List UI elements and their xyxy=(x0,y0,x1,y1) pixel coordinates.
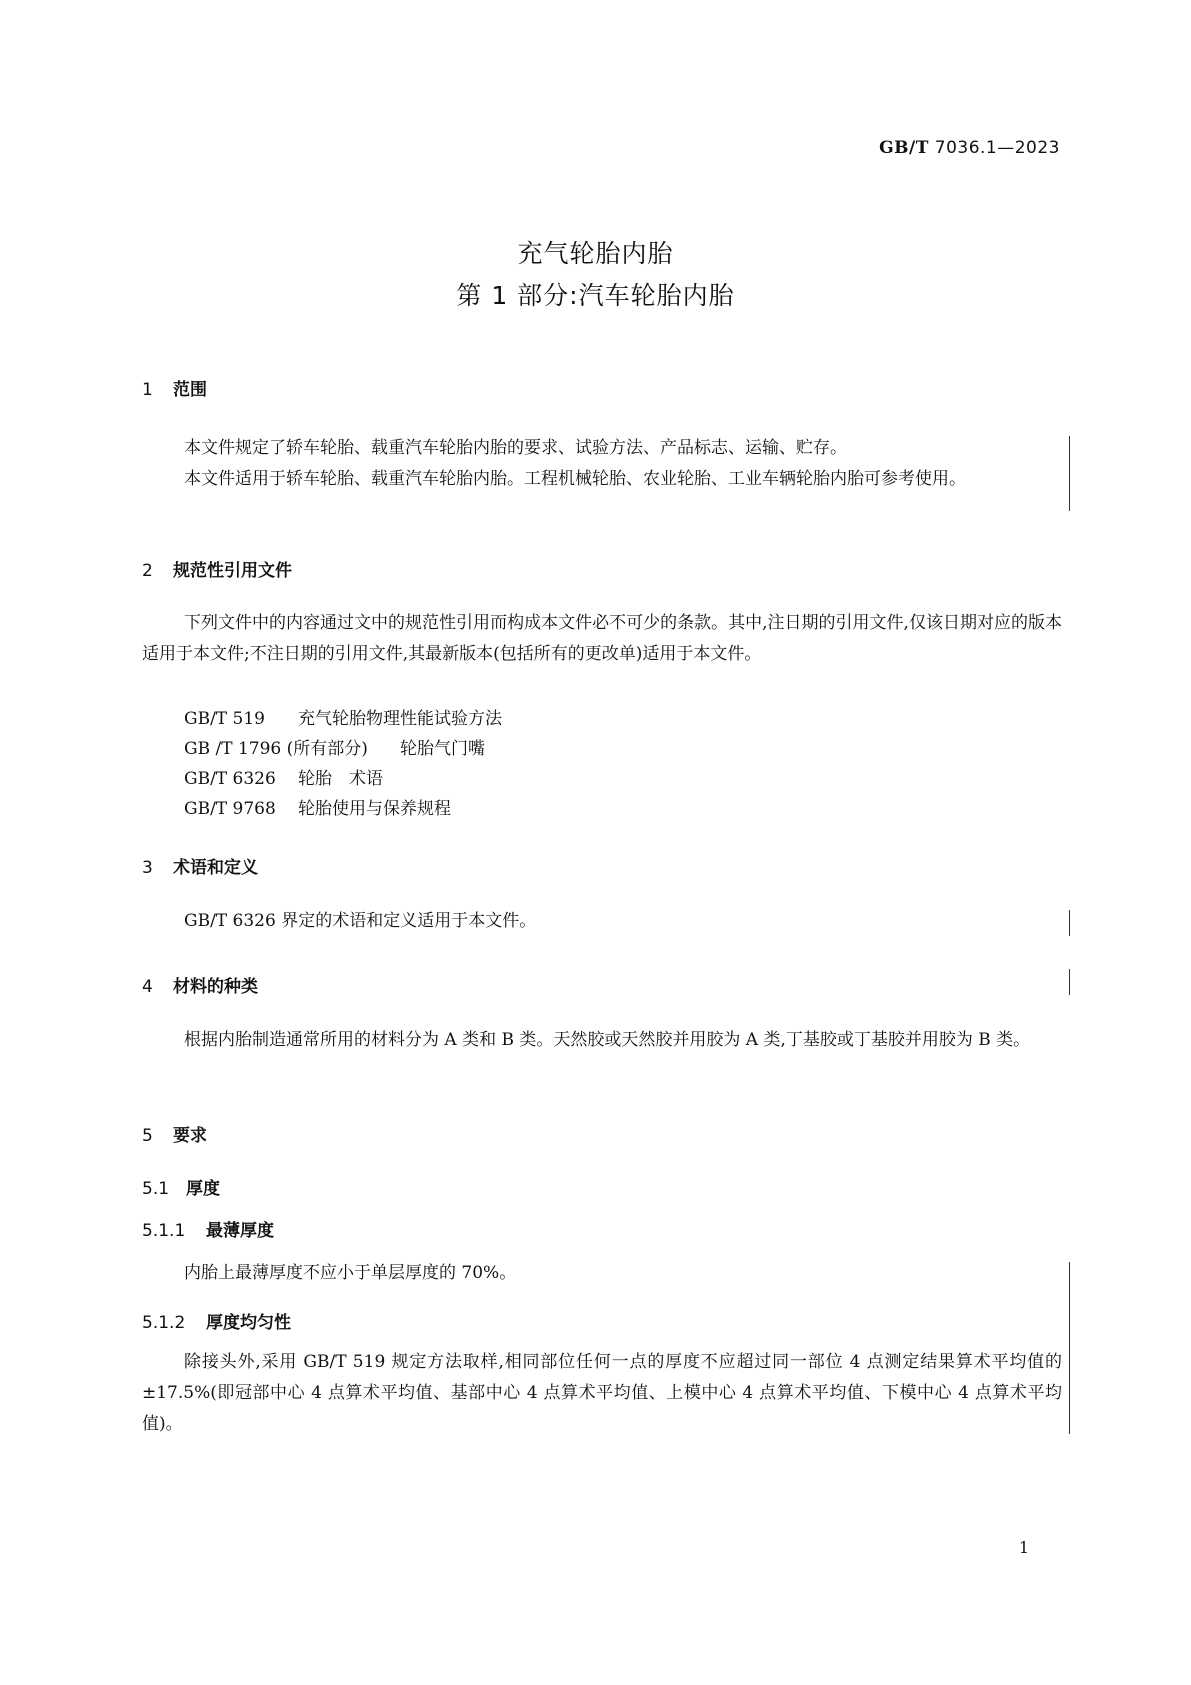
paragraph: 下列文件中的内容通过文中的规范性引用而构成本文件必不可少的条款。其中,注日期的引用文件,仅该日期对应的版本适用于本文件;不注日期的引用文件,其最新版本(包括所有的更改单)适用于本文件。 xyxy=(142,613,1062,664)
section-number: 5.1 xyxy=(142,1179,170,1199)
section-number: 5.1.2 xyxy=(142,1313,186,1333)
standard-prefix: GB/T xyxy=(879,138,929,158)
section-5-1-heading xyxy=(142,1174,220,1199)
section-2-body xyxy=(142,608,1062,670)
section-3-heading xyxy=(142,853,258,878)
reference-code: GB/T 9768 xyxy=(184,799,276,819)
section-title: 厚度均匀性 xyxy=(206,1313,291,1333)
section-1-heading xyxy=(142,375,207,400)
document-title-line1: 充气轮胎内胎 xyxy=(517,239,674,268)
section-5-1-1-body xyxy=(142,1258,1062,1289)
section-number: 5.1.1 xyxy=(142,1221,186,1241)
section-2-heading xyxy=(142,556,292,581)
paragraph: 内胎上最薄厚度不应小于单层厚度的 70%。 xyxy=(184,1263,517,1283)
paragraph: 本文件规定了轿车轮胎、载重汽车轮胎内胎的要求、试验方法、产品标志、运输、贮存。 xyxy=(184,438,847,458)
standard-code: 7036.1—2023 xyxy=(934,138,1060,158)
section-3-body xyxy=(142,906,1062,937)
paragraph: 除接头外,采用 GB/T 519 规定方法取样,相同部位任何一点的厚度不应超过同一部位 4 点测定结果算术平均值的±17.5%(即冠部中心 4 点算术平均值、基部中心 4 点算术平均值、上模中心 4 点算术平均值、下模中心 4 点算术平均值)。 xyxy=(142,1352,1062,1434)
reference-item xyxy=(184,794,451,819)
reference-code: GB/T 6326 xyxy=(184,769,276,789)
paragraph: GB/T 6326 界定的术语和定义适用于本文件。 xyxy=(184,911,537,931)
section-number: 2 xyxy=(142,561,153,581)
section-title: 要求 xyxy=(173,1126,207,1146)
section-5-heading xyxy=(142,1121,207,1146)
section-title: 术语和定义 xyxy=(173,858,258,878)
section-5-1-2-body xyxy=(142,1347,1062,1440)
section-1-body xyxy=(142,433,1062,495)
page-number: 1 xyxy=(1018,1538,1029,1557)
section-4-body xyxy=(142,1025,1062,1056)
reference-code: GB /T 1796 (所有部分) xyxy=(184,739,368,759)
reference-title: 轮胎使用与保养规程 xyxy=(298,799,451,819)
section-number: 5 xyxy=(142,1126,153,1146)
section-number: 3 xyxy=(142,858,153,878)
section-title: 最薄厚度 xyxy=(206,1221,274,1241)
document-title-line2: 第 1 部分:汽车轮胎内胎 xyxy=(456,281,735,310)
section-title: 材料的种类 xyxy=(173,977,258,997)
change-bar xyxy=(1069,1262,1070,1434)
change-bar xyxy=(1069,969,1070,995)
standard-number xyxy=(879,138,1060,158)
change-bar xyxy=(1069,910,1070,936)
paragraph: 根据内胎制造通常所用的材料分为 A 类和 B 类。天然胶或天然胶并用胶为 A 类,丁基胶或丁基胶并用胶为 B 类。 xyxy=(184,1030,1031,1050)
reference-title: 轮胎 术语 xyxy=(298,769,383,789)
section-number: 4 xyxy=(142,977,153,997)
reference-item xyxy=(184,704,502,729)
section-5-1-1-heading xyxy=(142,1216,274,1241)
section-5-1-2-heading xyxy=(142,1308,291,1333)
reference-item xyxy=(184,734,485,759)
section-title: 范围 xyxy=(173,380,207,400)
change-bar xyxy=(1069,436,1070,511)
section-title: 规范性引用文件 xyxy=(173,561,292,581)
reference-item xyxy=(184,764,383,789)
reference-title: 轮胎气门嘴 xyxy=(400,739,485,759)
section-title: 厚度 xyxy=(186,1179,220,1199)
section-4-heading xyxy=(142,972,258,997)
paragraph: 本文件适用于轿车轮胎、载重汽车轮胎内胎。工程机械轮胎、农业轮胎、工业车辆轮胎内胎可参考使用。 xyxy=(184,469,966,489)
reference-code: GB/T 519 xyxy=(184,709,265,729)
reference-title: 充气轮胎物理性能试验方法 xyxy=(298,709,502,729)
section-number: 1 xyxy=(142,380,153,400)
